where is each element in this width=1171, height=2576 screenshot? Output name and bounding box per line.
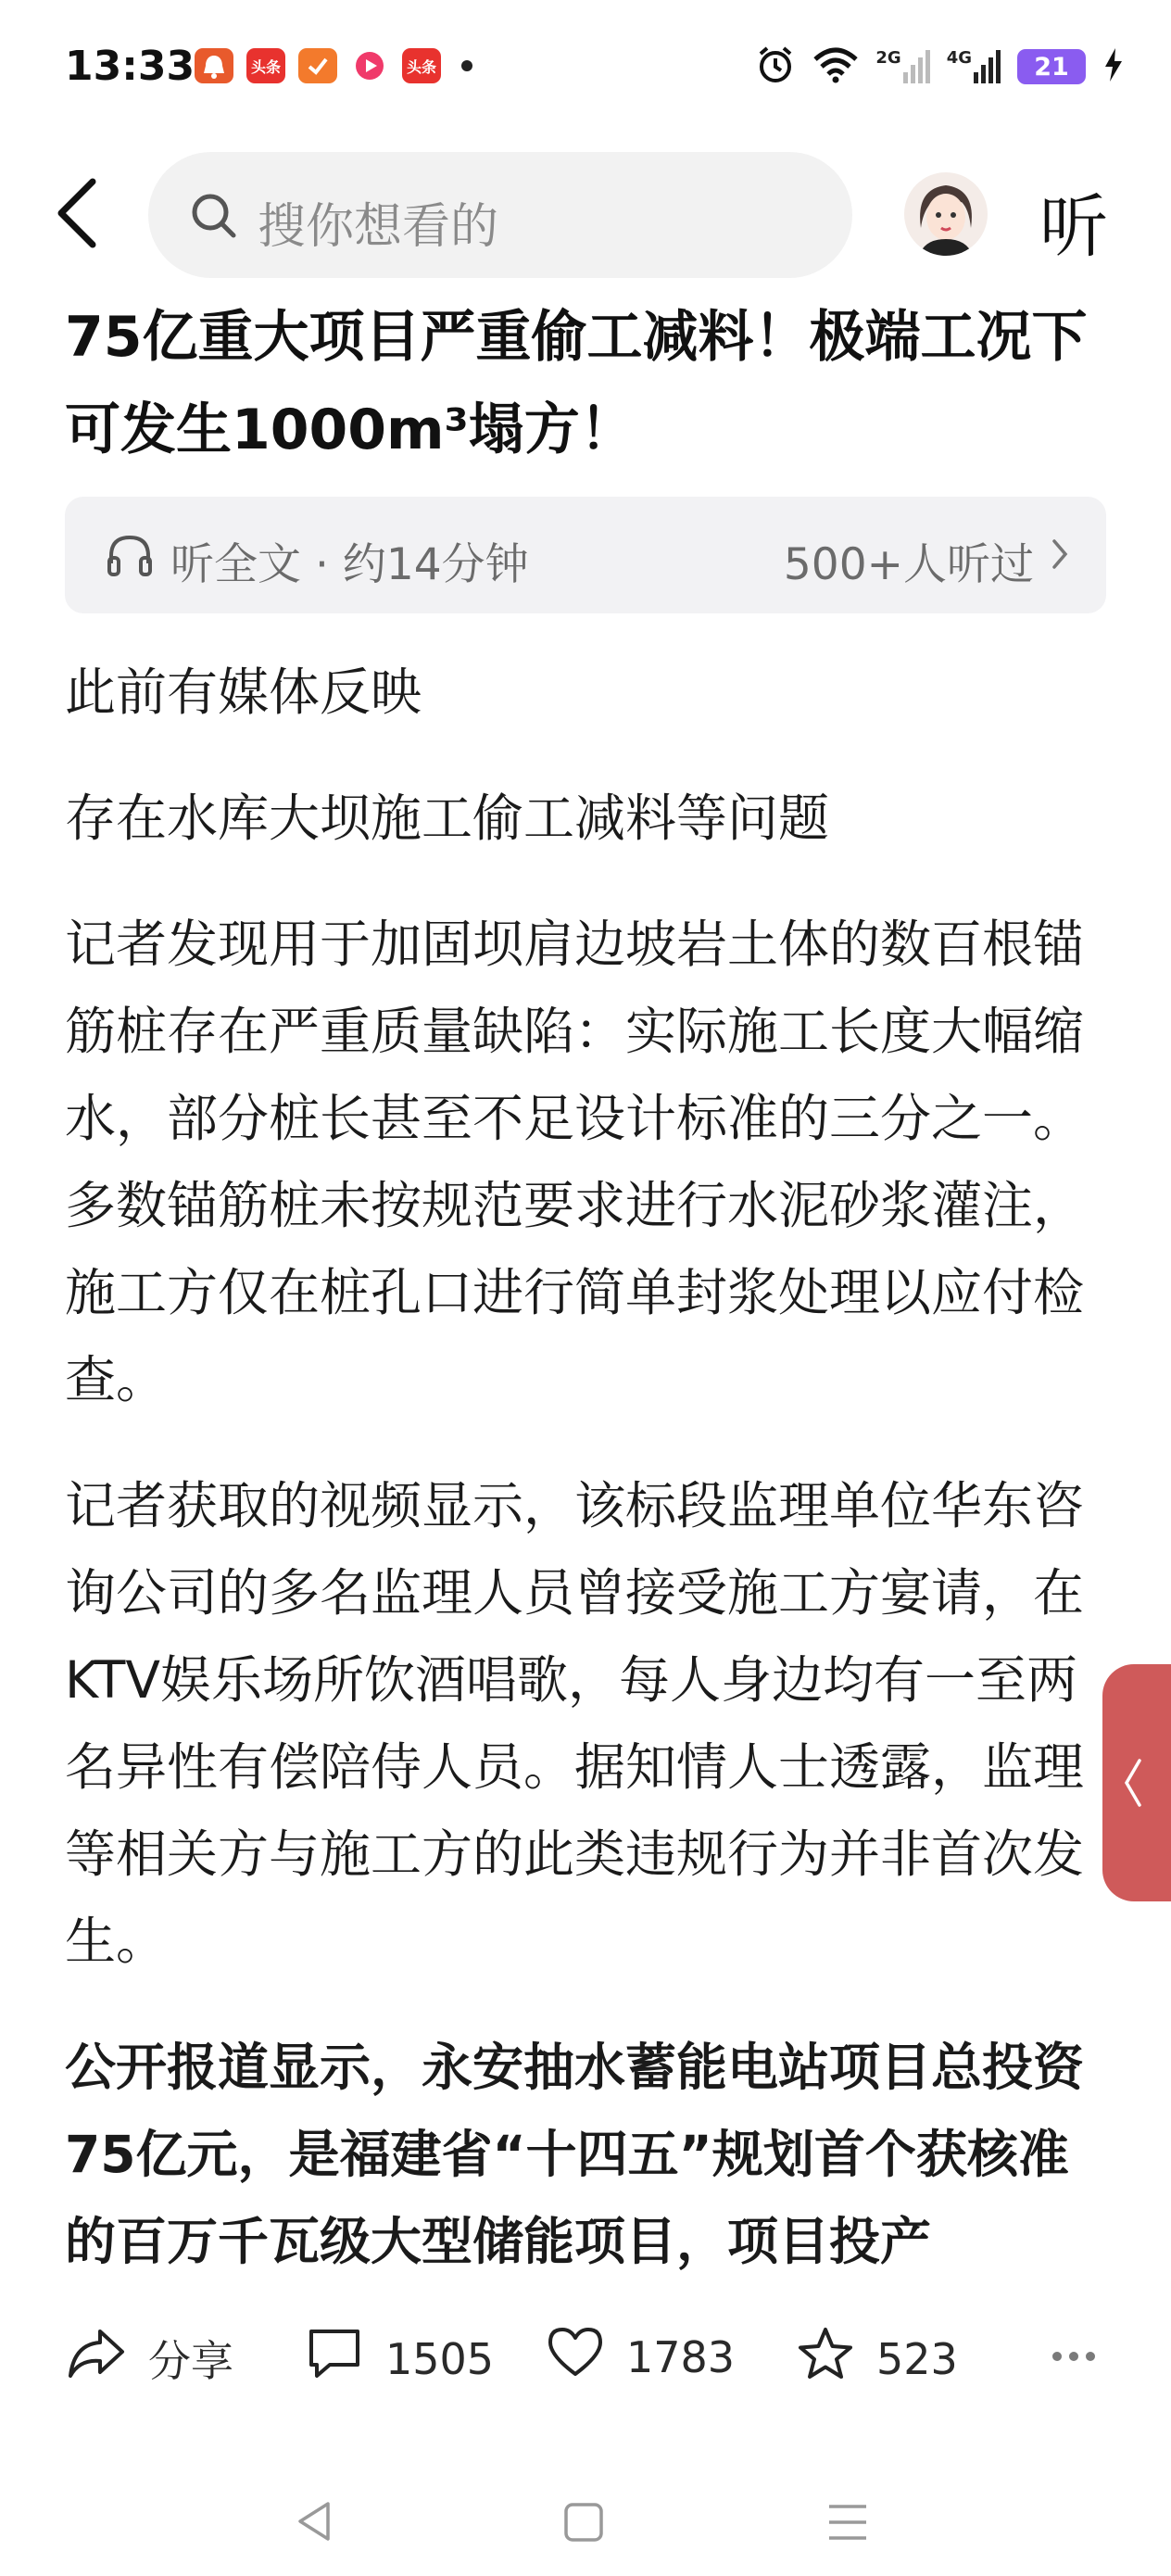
listen-duration-text: 听全文 · 约14分钟 — [170, 539, 529, 590]
alarm-icon — [755, 44, 796, 89]
signal-4g-icon: 4G — [947, 50, 1001, 83]
status-bar — [0, 0, 1171, 139]
chevron-left-icon — [52, 176, 104, 250]
bell-app-icon — [195, 48, 233, 83]
listen-full-article-bar[interactable] — [65, 497, 1106, 613]
heart-icon — [547, 2326, 604, 2388]
comment-button[interactable] — [306, 2326, 494, 2392]
article-paragraph: 公开报道显示，永安抽水蓄能电站项目总投资75亿元，是福建省“十四五”规划首个获核准的百万千瓦级大型储能项目，项目投产 — [65, 2038, 1085, 2271]
article-body — [65, 649, 1108, 2324]
side-drawer-tab[interactable] — [1102, 1664, 1171, 1901]
charging-icon — [1102, 46, 1125, 87]
chevron-left-icon — [1102, 1664, 1171, 1901]
media-icon — [350, 48, 389, 83]
toutiao-lite-icon: 头条 — [402, 48, 441, 83]
headphones-icon — [106, 532, 154, 582]
signal-2g-icon: 2G — [875, 50, 929, 83]
nav-menu-icon[interactable] — [826, 2502, 869, 2546]
nav-back-icon[interactable] — [295, 2500, 334, 2546]
share-label: 分享 — [148, 2335, 233, 2386]
favorite-count: 523 — [876, 2333, 958, 2384]
listen-button[interactable]: 听 — [1039, 187, 1108, 267]
system-navigation-bar — [0, 2465, 1171, 2576]
listener-count: 500+人听过 — [783, 539, 1034, 590]
article-paragraph: 记者获取的视频显示，该标段监理单位华东咨询公司的多名监理人员曾接受施工方宴请，在KTV娱乐场所饮酒唱歌，每人身边均有一至两名异性有偿陪侍人员。据知情人士透露，监理等相关方与施工方的此类违规行为并非首次发生。 — [65, 1476, 1085, 1971]
like-button[interactable] — [547, 2326, 735, 2388]
chevron-right-icon — [1051, 537, 1069, 575]
wifi-icon — [812, 46, 859, 87]
back-button[interactable] — [52, 176, 104, 250]
search-input[interactable] — [148, 152, 852, 278]
avatar[interactable] — [904, 172, 988, 256]
comment-icon — [306, 2326, 363, 2392]
article-title: 75亿重大项目严重偷工减料！极端工况下可发生1000m³塌方！ — [65, 305, 1088, 462]
notification-icons — [195, 48, 472, 83]
favorite-button[interactable] — [797, 2326, 958, 2392]
article-action-bar — [0, 2307, 1171, 2409]
status-time: 13:33 — [65, 43, 195, 90]
share-button[interactable] — [67, 2326, 233, 2390]
battery-indicator: 21 — [1017, 49, 1086, 84]
comment-count: 1505 — [385, 2333, 495, 2384]
nav-home-icon[interactable] — [563, 2502, 604, 2546]
article-paragraph: 记者发现用于加固坝肩边坡岩土体的数百根锚筋桩存在严重质量缺陷：实际施工长度大幅缩水，部分桩长甚至不足设计标准的三分之一。多数锚筋桩未按规范要求进行水泥砂浆灌注，施工方仅在桩孔口进行简单封浆处理以应付检查。 — [65, 915, 1085, 1409]
article-paragraph: 此前有媒体反映 — [65, 663, 422, 722]
search-icon — [189, 191, 239, 245]
star-icon — [797, 2326, 854, 2392]
search-placeholder: 搜你想看的 — [258, 199, 499, 255]
toutiao-icon: 头条 — [246, 48, 285, 83]
system-icons — [755, 44, 1125, 89]
article-paragraph: 存在水库大坝施工偷工减料等问题 — [65, 789, 830, 848]
todo-icon — [298, 48, 337, 83]
more-notifications-dot — [461, 60, 472, 71]
like-count: 1783 — [626, 2331, 736, 2382]
more-options-icon[interactable] — [1052, 2352, 1095, 2361]
share-icon — [67, 2326, 126, 2390]
